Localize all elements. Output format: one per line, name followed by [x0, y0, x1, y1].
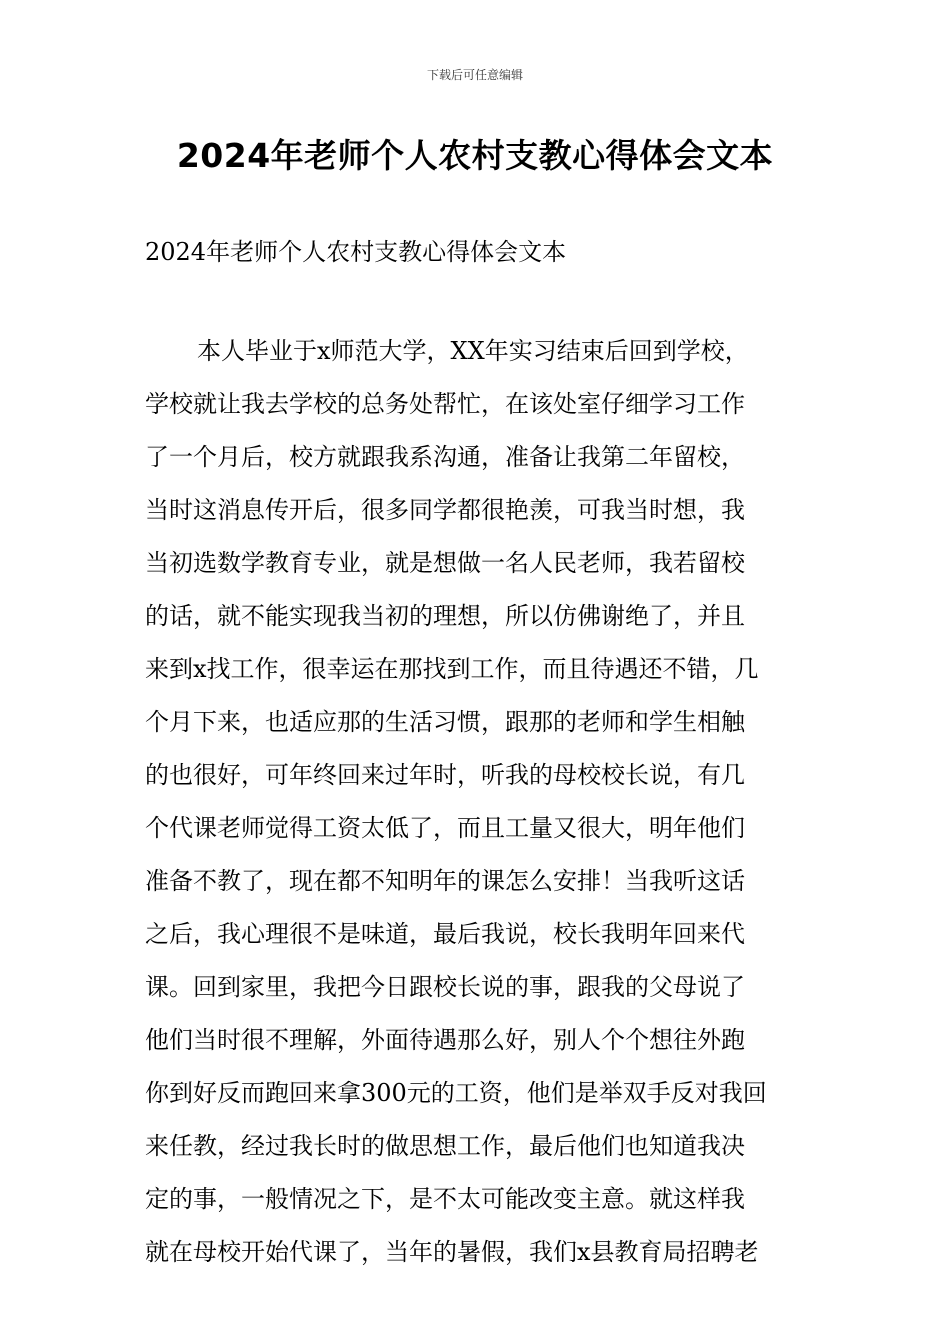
body-line: 来到x找工作，很幸运在那找到工作，而且待遇还不错，几 [145, 655, 759, 683]
body-paragraph [145, 325, 807, 1279]
body-line: 本人毕业于x师范大学，XX年实习结束后回到学校， [197, 337, 749, 365]
body-line: 当初选数学教育专业，就是想做一名人民老师，我若留校 [145, 549, 745, 577]
body-line: 准备不教了，现在都不知明年的课怎么安排！当我听这话 [145, 867, 745, 895]
body-line: 个代课老师觉得工资太低了，而且工量又很大，明年他们 [145, 814, 745, 842]
body-line: 你到好反而跑回来拿300元的工资，他们是举双手反对我回 [145, 1079, 767, 1107]
body-line: 了一个月后，校方就跟我系沟通，准备让我第二年留校， [145, 443, 745, 471]
header-note: 下载后可任意编辑 [426, 68, 523, 82]
body-line: 当时这消息传开后，很多同学都很艳羡，可我当时想，我 [145, 496, 745, 524]
body-line: 他们当时很不理解，外面待遇那么好，别人个个想往外跑 [145, 1026, 745, 1054]
body-line: 之后，我心理很不是味道，最后我说，校长我明年回来代 [145, 920, 745, 948]
body-line: 个月下来，也适应那的生活习惯，跟那的老师和学生相触 [145, 708, 745, 736]
body-line: 就在母校开始代课了，当年的暑假，我们x县教育局招聘老 [145, 1238, 759, 1266]
document-title: 2024年老师个人农村支教心得体会文本 [176, 136, 774, 175]
body-line: 学校就让我去学校的总务处帮忙，在该处室仔细学习工作 [145, 390, 745, 418]
body-line: 的也很好，可年终回来过年时，听我的母校校长说，有几 [145, 761, 745, 789]
body-line: 来任教，经过我长时的做思想工作，最后他们也知道我决 [145, 1132, 745, 1160]
body-line: 定的事，一般情况之下，是不太可能改变主意。就这样我 [145, 1185, 745, 1213]
body-line: 课。回到家里，我把今日跟校长说的事，跟我的父母说了 [145, 973, 745, 1001]
body-line: 的话，就不能实现我当初的理想，所以仿佛谢绝了，并且 [145, 602, 745, 630]
document-subtitle: 2024年老师个人农村支教心得体会文本 [145, 238, 567, 266]
